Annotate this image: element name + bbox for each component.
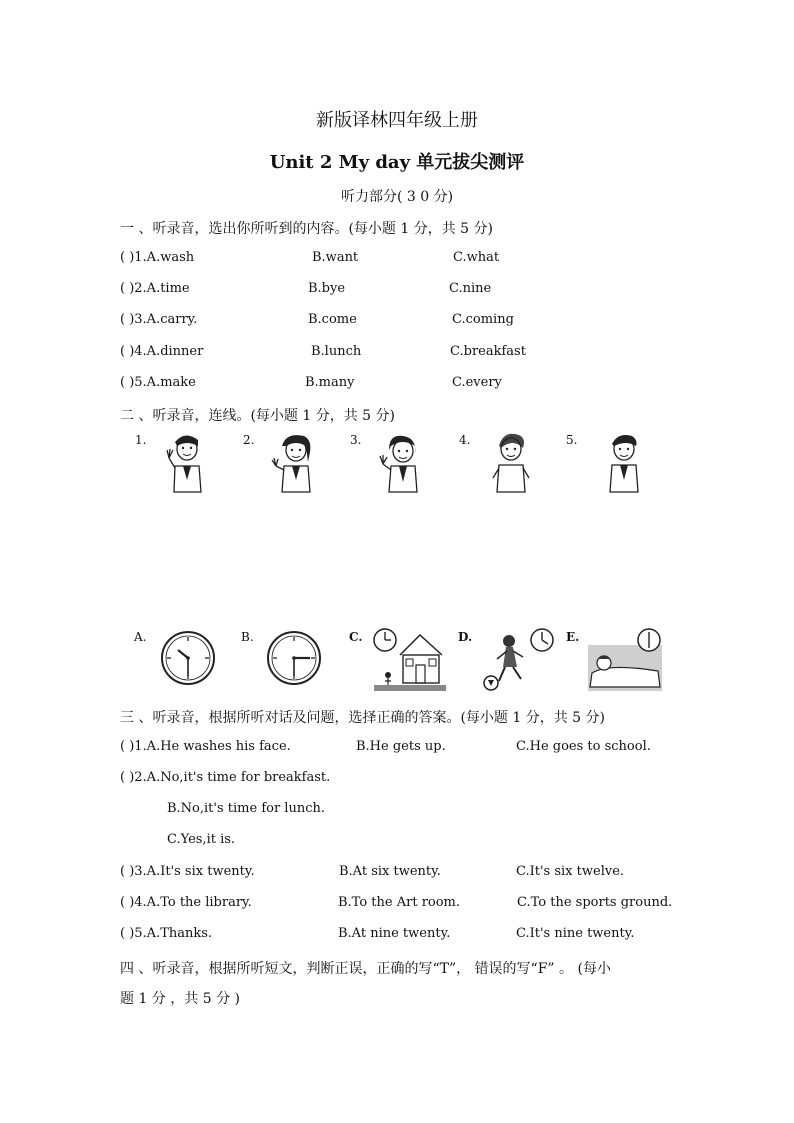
section-2-heading: 二 、听录音，连线。(每小题 1 分，共 5 分) (120, 408, 395, 424)
person-label-5: 5. (566, 433, 578, 447)
person-5-illustration (604, 432, 644, 494)
section-1-heading: 一 、听录音，选出你所听到的内容。(每小题 1 分，共 5 分) (120, 221, 493, 237)
clock-b-illustration (266, 630, 322, 686)
clock-a-illustration (160, 630, 216, 686)
picture-label-a: A. (134, 630, 147, 644)
question-3-option-b: B.come (308, 312, 357, 327)
picture-label-b: B. (241, 630, 254, 644)
question-2-option-a: ( )2.A.time (120, 281, 190, 296)
s3-question-3-option-b: B.At six twenty. (339, 864, 441, 879)
person-3-illustration (377, 432, 422, 494)
question-4-option-b: B.lunch (311, 344, 362, 359)
question-2-option-b: B.bye (308, 281, 346, 296)
person-label-3: 3. (350, 433, 362, 447)
picture-label-d: D. (458, 630, 473, 644)
picture-label-c: C. (349, 630, 363, 644)
question-4-option-c: C.breakfast (450, 344, 526, 359)
s3-question-5-option-a: ( )5.A.Thanks. (120, 926, 213, 941)
question-5-option-b: B.many (305, 375, 355, 390)
s3-question-5-option-c: C.It's nine twenty. (516, 926, 635, 941)
person-2-illustration (270, 432, 318, 494)
s3-question-2-option-c: C.Yes,it is. (167, 832, 236, 847)
s3-question-3-option-a: ( )3.A.It's six twenty. (120, 864, 255, 879)
section-4-heading-line-1: 四 、听录音，根据所听短文，判断正误，正确的写“T”， 错误的写“F” 。 (每小 (120, 961, 611, 977)
section-4-heading-line-2: 题 1 分 ，共 5 分 ) (120, 991, 240, 1007)
document-subtitle: Unit 2 My day 单元拔尖测评 (269, 152, 525, 173)
house-clock-illustration (372, 627, 448, 693)
s3-question-2-option-a: ( )2.A.No,it's time for breakfast. (120, 770, 331, 785)
question-1-option-b: B.want (312, 250, 359, 265)
person-label-4: 4. (459, 433, 471, 447)
part-title: 听力部分( 3 0 分) (340, 189, 454, 205)
s3-question-1-option-b: B.He gets up. (356, 739, 446, 754)
question-1-option-c: C.what (453, 250, 500, 265)
question-5-option-c: C.every (452, 375, 502, 390)
s3-question-2-option-b: B.No,it's time for lunch. (167, 801, 325, 816)
s3-question-3-option-c: C.It's six twelve. (516, 864, 625, 879)
s3-question-4-option-b: B.To the Art room. (338, 895, 461, 910)
s3-question-1-option-c: C.He goes to school. (516, 739, 651, 754)
question-3-option-c: C.coming (452, 312, 514, 327)
picture-label-e: E. (566, 630, 580, 644)
sleeping-in-bed-illustration (588, 627, 664, 693)
s3-question-1-option-a: ( )1.A.He washes his face. (120, 739, 291, 754)
question-2-option-c: C.nine (449, 281, 492, 296)
person-label-2: 2. (243, 433, 255, 447)
document-title: 新版译林四年级上册 (316, 110, 478, 131)
s3-question-4-option-c: C.To the sports ground. (517, 895, 673, 910)
girl-playing-football-illustration (481, 627, 557, 693)
question-4-option-a: ( )4.A.dinner (120, 344, 204, 359)
person-4-illustration (487, 432, 532, 494)
question-3-option-a: ( )3.A.carry. (120, 312, 198, 327)
question-5-option-a: ( )5.A.make (120, 375, 196, 390)
person-1-illustration (165, 432, 210, 494)
section-3-heading: 三 、听录音，根据所听对话及问题，选择正确的答案。(每小题 1 分，共 5 分) (120, 710, 605, 726)
s3-question-5-option-b: B.At nine twenty. (338, 926, 451, 941)
person-label-1: 1. (135, 433, 147, 447)
question-1-option-a: ( )1.A.wash (120, 250, 195, 265)
s3-question-4-option-a: ( )4.A.To the library. (120, 895, 252, 910)
